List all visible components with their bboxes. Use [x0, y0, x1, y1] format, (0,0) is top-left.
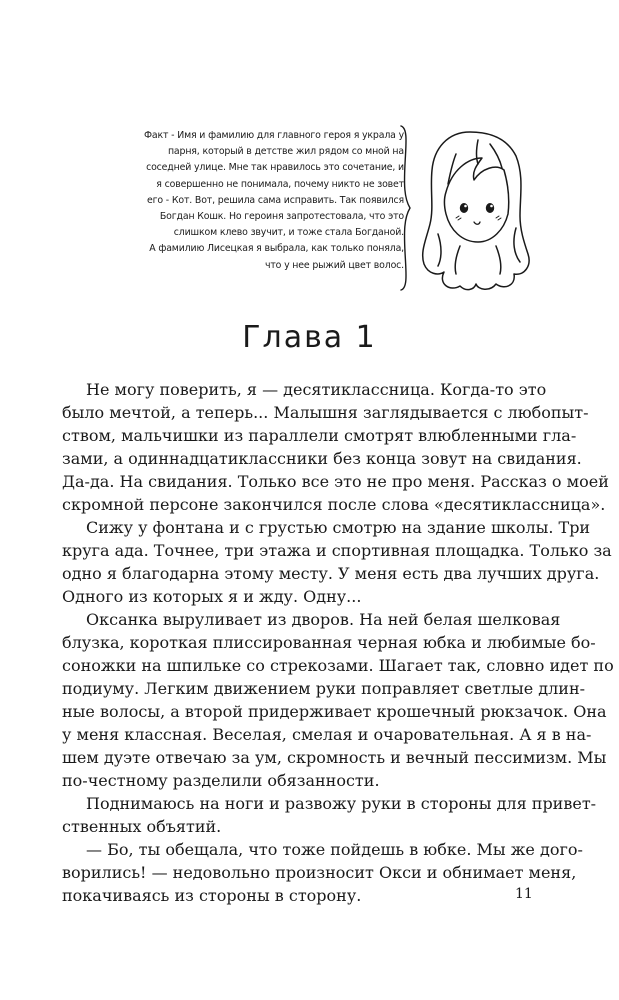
girl-portrait-icon: [416, 124, 536, 296]
text-line: Не могу поверить, я — десятиклассница. Когда-то это: [86, 380, 547, 399]
fact-line: слишком клево звучит, и тоже стала Богданой.: [173, 227, 404, 239]
fact-line: соседней улице. Мне так нравилось это сочетание, и: [146, 162, 404, 174]
chapter-title: Глава 1: [242, 320, 377, 355]
text-line: зами, а одиннадцатиклассники без конца зовут на свидания.: [62, 449, 582, 468]
text-line: Одного из которых я и жду. Одну...: [62, 587, 362, 606]
fact-line: что у нее рыжий цвет волос.: [264, 259, 404, 271]
fact-line: его - Кот. Вот, решила сама исправить. Так появился: [147, 194, 404, 206]
text-line: у меня классная. Веселая, смелая и очаровательная. А я в на-: [62, 725, 592, 744]
text-line: ворились! — недовольно произносит Окси и обнимает меня,: [62, 863, 577, 882]
fact-line: я совершенно не понимала, почему никто не зовет: [156, 178, 404, 190]
text-line: ные волосы, а второй придерживает крошечный рюкзачок. Она: [62, 702, 607, 721]
fact-note: [70, 128, 404, 274]
text-line: — Бо, ты обещала, что тоже пойдешь в юбке. Мы же дого-: [86, 840, 583, 859]
text-line: Поднимаюсь на ноги и развожу руки в стороны для привет-: [86, 794, 597, 813]
text-line: ством, мальчишки из параллели смотрят влюбленными гла-: [62, 426, 577, 445]
text-line: шем дуэте отвечаю за ум, скромность и вечный пессимизм. Мы: [62, 748, 607, 767]
text-line: круга ада. Точнее, три этажа и спортивная площадка. Только за: [62, 541, 612, 560]
text-line: было мечтой, а теперь... Малышня заглядывается с любопыт-: [62, 403, 589, 422]
text-line: одно я благодарна этому месту. У меня есть два лучших друга.: [62, 564, 600, 583]
text-line: Сижу у фонтана и с грустью смотрю на здание школы. Три: [86, 518, 591, 537]
text-line: ственных объятий.: [62, 817, 222, 836]
text-line: подиуму. Легким движением руки поправляет светлые длин-: [62, 679, 586, 698]
fact-line: парня, который в детстве жил рядом со мной на: [167, 146, 404, 158]
fact-line: Факт - Имя и фамилию для главного героя я украла у: [143, 130, 404, 141]
text-line: Оксанка выруливает из дворов. На ней белая шелковая: [86, 610, 561, 629]
text-line: по-честному разделили обязанности.: [62, 771, 380, 790]
page-number: 11: [515, 886, 533, 902]
text-line: покачиваясь из стороны в сторону.: [62, 886, 362, 905]
text-line: блузка, короткая плиссированная черная юбка и любимые бо-: [62, 633, 596, 652]
curly-bracket-icon: [398, 124, 412, 292]
body-text: [62, 378, 614, 907]
fact-line: А фамилию Лисецкая я выбрала, как только поняла,: [149, 243, 404, 255]
text-line: скромной персоне закончился после слова «десятиклассница».: [62, 495, 606, 514]
text-line: соножки на шпильке со стрекозами. Шагает так, словно идет по: [62, 656, 614, 675]
fact-line: Богдан Кошк. Но героиня запротестовала, что это: [159, 211, 404, 223]
text-line: Да-да. На свидания. Только все это не про меня. Рассказ о моей: [62, 472, 609, 491]
